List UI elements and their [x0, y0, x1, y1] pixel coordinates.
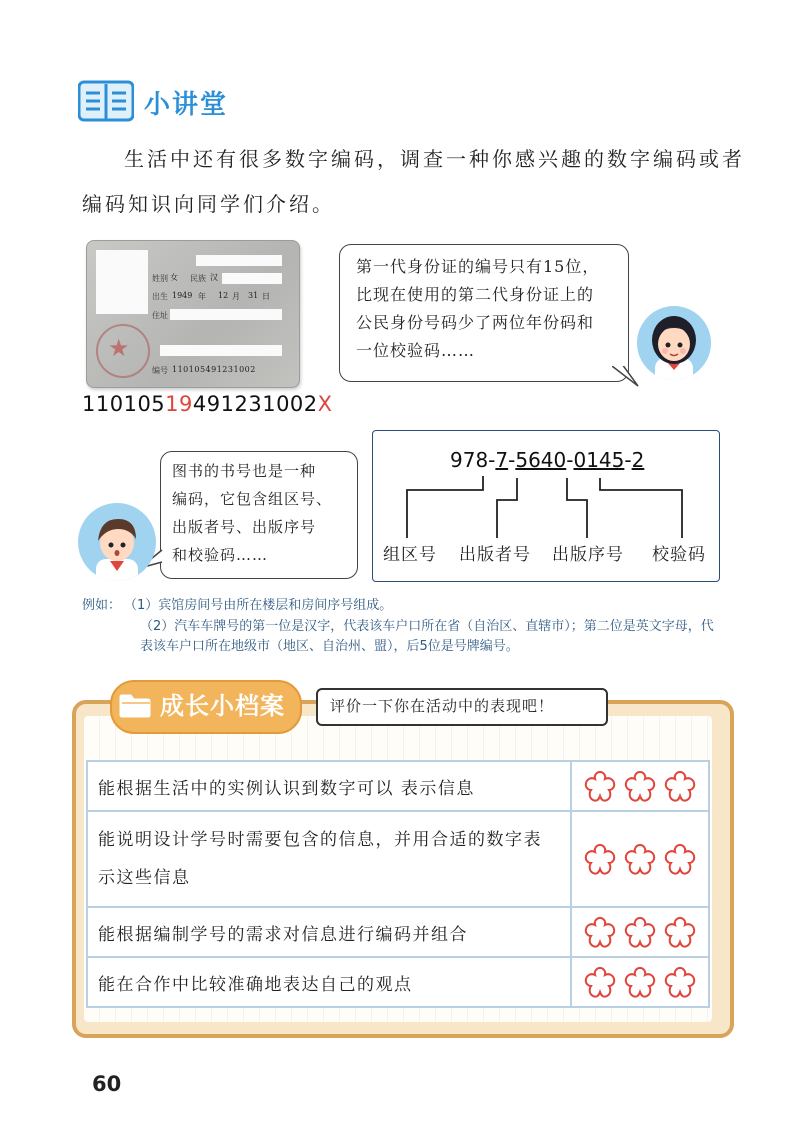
flower-rating-icon[interactable]: [663, 769, 697, 803]
id-card-nation: 汉: [210, 273, 218, 282]
id-card-number: 110105491231002: [172, 365, 256, 374]
isbn-label-group: 组区号: [383, 545, 437, 565]
isbn-check: 2: [631, 448, 645, 472]
id-card-day-unit: 日: [262, 292, 270, 301]
isbn-label-publisher: 出版者号: [459, 545, 531, 565]
table-row: [87, 957, 709, 1007]
example-1: （1）宾馆房间号由所在楼层和房间序号组成。: [124, 598, 393, 613]
id-card-nation-label: 民族: [190, 274, 206, 283]
id-card-address-label: 住址: [152, 311, 168, 320]
rating-cell-3: [571, 907, 709, 957]
flower-rating-icon[interactable]: [663, 842, 697, 876]
girl-speech-line-4: 一位校验码……: [356, 341, 476, 360]
id-card-sex: 女: [170, 273, 178, 282]
table-row: [87, 811, 709, 907]
isbn-sep-3: -: [624, 448, 632, 472]
example-2: （2）汽车车牌号的第一位是汉字，代表该车户口所在省（自治区、直辖市）；第二位是英文字母，代表该车户口所在地级市（地区、自治州、盟），后5位是号牌编号。: [140, 619, 714, 654]
isbn-sequence: 0145: [573, 448, 625, 472]
flower-rating-icon[interactable]: [583, 842, 617, 876]
rating-cell-2: [571, 811, 709, 907]
boy-illustration: [78, 503, 156, 581]
boy-speech-line-2: 编码，它包含组区号、: [172, 490, 333, 508]
boy-avatar: [78, 503, 156, 581]
criterion-1: 能根据生活中的实例认识到数字可以 表示信息: [87, 761, 571, 811]
id-card-year-unit: 年: [198, 292, 206, 301]
id-card-birth-day: 31: [248, 291, 259, 300]
boy-speech-line-3: 出版者号、出版序号: [172, 518, 317, 536]
intro-line-2: 编码知识向同学们介绍。: [82, 192, 335, 216]
boy-speech-text: [172, 457, 356, 569]
star-icon: ★: [108, 334, 130, 362]
girl-avatar: [637, 306, 711, 380]
id-card-blank: [222, 273, 282, 284]
example-label: 例如：: [82, 598, 122, 613]
isbn-publisher: 5640: [515, 448, 567, 472]
isbn-label-sequence: 出版序号: [552, 545, 624, 565]
flower-rating-icon[interactable]: [623, 965, 657, 999]
rating-cell-1: [571, 761, 709, 811]
id-card-name-label: 姓别: [152, 274, 168, 283]
isbn-label-check: 校验码: [652, 545, 706, 565]
isbn-prefix: 978-: [450, 448, 496, 472]
id-number-part1: 110105: [82, 392, 166, 416]
intro-line-1: 生活中还有很多数字编码，调查一种你感兴趣的数字编码或者: [124, 147, 745, 171]
girl-speech-line-1: 第一代身份证的编号只有15位，: [356, 257, 600, 276]
id-card-photo: [96, 250, 148, 314]
id-card-blank-2: [160, 345, 282, 356]
id-card-birth-month: 12: [218, 291, 229, 300]
isbn-group: 7: [495, 448, 509, 472]
boy-speech-line-1: 图书的书号也是一种: [172, 462, 317, 480]
flower-rating-icon[interactable]: [583, 769, 617, 803]
isbn-connector-lines: [372, 470, 718, 540]
evaluation-table: [86, 760, 710, 1008]
rating-cell-4: [571, 957, 709, 1007]
id-card-month-unit: 月: [232, 292, 240, 301]
id-card-address-field: [170, 309, 282, 320]
girl-speech-line-3: 公民身份号码少了两位年份码和: [356, 313, 595, 332]
book-icon: [78, 80, 134, 122]
evaluation-prompt: 评价一下你在活动中的表现吧！: [330, 697, 555, 715]
id-card-birth-year: 1949: [172, 291, 193, 300]
criterion-4: 能在合作中比较准确地表达自己的观点: [87, 957, 571, 1007]
girl-speech-line-2: 比现在使用的第二代身份证上的: [356, 285, 595, 304]
table-row: [87, 761, 709, 811]
section-title: 小讲堂: [144, 90, 229, 120]
criterion-2: 能说明设计学号时需要包含的信息，并用合适的数字表示这些信息: [87, 811, 571, 907]
criterion-3: 能根据编制学号的需求对信息进行编码并组合: [87, 907, 571, 957]
id-number-year-code: 19: [165, 392, 193, 416]
table-row: [87, 907, 709, 957]
folder-icon: [118, 693, 152, 719]
flower-rating-icon[interactable]: [623, 769, 657, 803]
flower-rating-icon[interactable]: [663, 965, 697, 999]
id-number-display: [82, 392, 333, 416]
girl-speech-text: [356, 253, 626, 365]
id-number-part3: 491231002: [192, 392, 318, 416]
flower-rating-icon[interactable]: [583, 965, 617, 999]
flower-rating-icon[interactable]: [623, 842, 657, 876]
girl-illustration: [637, 306, 711, 380]
boy-speech-line-4: 和校验码……: [172, 546, 269, 564]
page-number: 60: [92, 1072, 122, 1096]
id-card-number-label: 编号: [152, 366, 168, 375]
isbn-sep-2: -: [566, 448, 574, 472]
flower-rating-icon[interactable]: [583, 915, 617, 949]
isbn-number: [450, 448, 644, 472]
growth-record-title: 成长小档案: [160, 692, 285, 720]
isbn-sep-1: -: [508, 448, 516, 472]
flower-rating-icon[interactable]: [663, 915, 697, 949]
id-card-name-field: [196, 255, 282, 266]
flower-rating-icon[interactable]: [623, 915, 657, 949]
bubble-tail: [612, 364, 642, 390]
id-number-check-code: X: [317, 392, 333, 416]
id-card-birth-label: 出生: [152, 292, 168, 301]
